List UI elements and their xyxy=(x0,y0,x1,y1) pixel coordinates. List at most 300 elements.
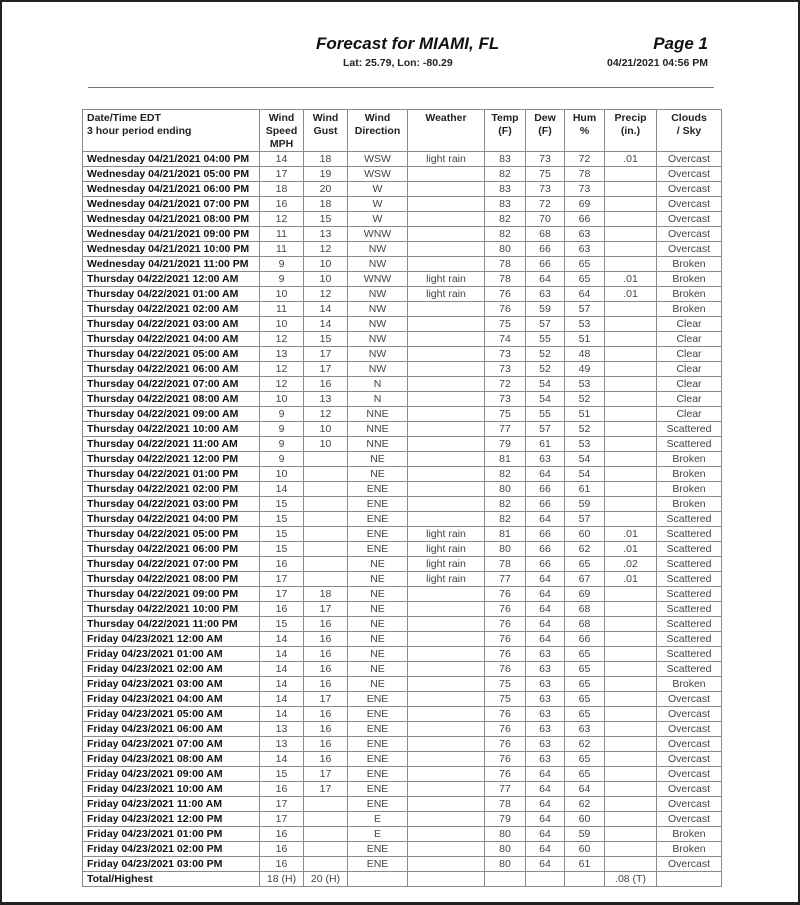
cell-clouds: Scattered xyxy=(657,647,722,662)
cell-datetime: Friday 04/23/2021 03:00 PM xyxy=(83,857,260,872)
generated-timestamp: 04/21/2021 04:56 PM xyxy=(607,57,708,69)
cell-wind-speed: 17 xyxy=(260,167,304,182)
cell-wind-speed: 14 xyxy=(260,662,304,677)
table-row xyxy=(83,812,722,827)
cell-temp: 79 xyxy=(485,437,526,452)
header-line: (F) xyxy=(538,125,552,137)
cell-precip xyxy=(605,857,657,872)
column-header-datetime xyxy=(83,110,260,152)
table-row xyxy=(83,722,722,737)
cell-clouds: Scattered xyxy=(657,557,722,572)
cell-wind-direction: ENE xyxy=(348,692,408,707)
cell-clouds: Broken xyxy=(657,677,722,692)
cell-humidity: 53 xyxy=(565,437,605,452)
cell-wind-speed: 17 xyxy=(260,797,304,812)
cell-wind-direction: ENE xyxy=(348,512,408,527)
cell-weather xyxy=(408,632,485,647)
cell-wind-speed: 17 xyxy=(260,572,304,587)
cell-wind-speed: 9 xyxy=(260,257,304,272)
cell-humidity: 65 xyxy=(565,677,605,692)
cell-wind-speed: 16 xyxy=(260,827,304,842)
table-row xyxy=(83,227,722,242)
header-line: Temp xyxy=(491,112,519,124)
cell-precip xyxy=(605,722,657,737)
cell-precip xyxy=(605,227,657,242)
cell-precip xyxy=(605,317,657,332)
cell-weather xyxy=(408,677,485,692)
cell-temp: 77 xyxy=(485,422,526,437)
cell-dew: 73 xyxy=(526,182,565,197)
cell-wind-speed: 11 xyxy=(260,242,304,257)
cell-datetime: Friday 04/23/2021 01:00 PM xyxy=(83,827,260,842)
cell-weather xyxy=(408,467,485,482)
cell-humidity: 57 xyxy=(565,302,605,317)
cell-clouds: Overcast xyxy=(657,797,722,812)
cell-dew: 64 xyxy=(526,602,565,617)
cell-datetime: Wednesday 04/21/2021 11:00 PM xyxy=(83,257,260,272)
cell-dew: 66 xyxy=(526,542,565,557)
cell-temp: 82 xyxy=(485,167,526,182)
cell-wind-direction: NE xyxy=(348,647,408,662)
cell-precip xyxy=(605,407,657,422)
cell-humidity: 69 xyxy=(565,587,605,602)
cell-dew: 64 xyxy=(526,842,565,857)
cell-dew: 54 xyxy=(526,377,565,392)
cell-datetime: Friday 04/23/2021 05:00 AM xyxy=(83,707,260,722)
cell-precip xyxy=(605,257,657,272)
cell-wind-gust: 17 xyxy=(304,347,348,362)
column-header-wind-direction xyxy=(348,110,408,152)
cell-dew: 64 xyxy=(526,572,565,587)
cell-wind-speed: 14 xyxy=(260,632,304,647)
cell-precip xyxy=(605,587,657,602)
cell-humidity: 51 xyxy=(565,407,605,422)
cell-humidity: 73 xyxy=(565,182,605,197)
table-row xyxy=(83,182,722,197)
cell-wind-gust: 16 xyxy=(304,647,348,662)
cell-datetime: Thursday 04/22/2021 07:00 PM xyxy=(83,557,260,572)
cell-weather xyxy=(408,302,485,317)
cell-humidity: 65 xyxy=(565,257,605,272)
cell-wind-gust: 16 xyxy=(304,662,348,677)
cell-datetime: Thursday 04/22/2021 01:00 AM xyxy=(83,287,260,302)
cell-wind-direction: NW xyxy=(348,362,408,377)
cell-humidity: 59 xyxy=(565,827,605,842)
cell-precip xyxy=(605,647,657,662)
cell-precip xyxy=(605,602,657,617)
cell-datetime: Friday 04/23/2021 10:00 AM xyxy=(83,782,260,797)
cell-wind-gust: 14 xyxy=(304,317,348,332)
cell-precip xyxy=(605,707,657,722)
cell-temp: 81 xyxy=(485,452,526,467)
cell-wind-gust: 20 (H) xyxy=(304,872,348,887)
cell-precip: .01 xyxy=(605,527,657,542)
cell-precip xyxy=(605,302,657,317)
cell-humidity: 53 xyxy=(565,377,605,392)
table-row xyxy=(83,692,722,707)
cell-wind-direction xyxy=(348,872,408,887)
cell-wind-direction: N xyxy=(348,377,408,392)
cell-dew: 75 xyxy=(526,167,565,182)
cell-humidity: 66 xyxy=(565,632,605,647)
cell-wind-speed: 16 xyxy=(260,782,304,797)
cell-clouds: Scattered xyxy=(657,572,722,587)
cell-precip xyxy=(605,437,657,452)
cell-clouds: Scattered xyxy=(657,512,722,527)
cell-dew: 64 xyxy=(526,512,565,527)
cell-temp: 76 xyxy=(485,767,526,782)
cell-dew: 64 xyxy=(526,467,565,482)
header-line: Date/Time EDT xyxy=(87,112,161,124)
cell-clouds: Clear xyxy=(657,377,722,392)
cell-temp: 76 xyxy=(485,707,526,722)
table-row xyxy=(83,407,722,422)
cell-humidity: 78 xyxy=(565,167,605,182)
cell-datetime: Wednesday 04/21/2021 09:00 PM xyxy=(83,227,260,242)
cell-wind-direction: ENE xyxy=(348,497,408,512)
cell-dew: 63 xyxy=(526,722,565,737)
cell-dew: 63 xyxy=(526,287,565,302)
cell-wind-direction: NE xyxy=(348,677,408,692)
forecast-table xyxy=(82,109,722,887)
header-line: Wind xyxy=(312,112,339,124)
table-row xyxy=(83,527,722,542)
cell-precip xyxy=(605,212,657,227)
cell-wind-gust xyxy=(304,827,348,842)
cell-wind-direction: NE xyxy=(348,617,408,632)
cell-humidity: 63 xyxy=(565,227,605,242)
table-header-row xyxy=(83,110,722,152)
cell-weather: light rain xyxy=(408,572,485,587)
cell-temp: 76 xyxy=(485,647,526,662)
cell-wind-direction: ENE xyxy=(348,797,408,812)
cell-wind-speed: 13 xyxy=(260,347,304,362)
cell-dew: 64 xyxy=(526,767,565,782)
cell-temp: 76 xyxy=(485,722,526,737)
cell-wind-gust: 15 xyxy=(304,212,348,227)
cell-clouds: Overcast xyxy=(657,182,722,197)
cell-weather xyxy=(408,422,485,437)
cell-dew: 68 xyxy=(526,227,565,242)
cell-temp: 76 xyxy=(485,602,526,617)
cell-clouds: Overcast xyxy=(657,752,722,767)
cell-humidity: 60 xyxy=(565,527,605,542)
cell-humidity: 52 xyxy=(565,392,605,407)
cell-wind-gust xyxy=(304,452,348,467)
cell-clouds: Scattered xyxy=(657,662,722,677)
table-row xyxy=(83,167,722,182)
cell-dew xyxy=(526,872,565,887)
cell-precip: .08 (T) xyxy=(605,872,657,887)
cell-wind-direction: NE xyxy=(348,662,408,677)
cell-dew: 66 xyxy=(526,242,565,257)
cell-precip xyxy=(605,452,657,467)
table-row xyxy=(83,782,722,797)
cell-wind-gust: 17 xyxy=(304,782,348,797)
column-header-wind-speed xyxy=(260,110,304,152)
table-row xyxy=(83,437,722,452)
cell-wind-gust: 16 xyxy=(304,707,348,722)
cell-wind-direction: NE xyxy=(348,587,408,602)
cell-wind-speed: 9 xyxy=(260,422,304,437)
cell-humidity: 62 xyxy=(565,797,605,812)
cell-dew: 61 xyxy=(526,437,565,452)
cell-humidity: 64 xyxy=(565,782,605,797)
cell-datetime: Friday 04/23/2021 06:00 AM xyxy=(83,722,260,737)
cell-wind-speed: 14 xyxy=(260,752,304,767)
cell-weather xyxy=(408,647,485,662)
cell-wind-gust xyxy=(304,557,348,572)
table-row xyxy=(83,842,722,857)
cell-humidity: 62 xyxy=(565,737,605,752)
cell-precip xyxy=(605,392,657,407)
cell-humidity: 57 xyxy=(565,512,605,527)
cell-wind-gust: 12 xyxy=(304,287,348,302)
cell-weather xyxy=(408,407,485,422)
header-line: % xyxy=(579,125,590,137)
cell-datetime: Thursday 04/22/2021 09:00 PM xyxy=(83,587,260,602)
cell-datetime: Thursday 04/22/2021 08:00 AM xyxy=(83,392,260,407)
cell-clouds: Scattered xyxy=(657,422,722,437)
cell-wind-speed: 15 xyxy=(260,542,304,557)
cell-wind-speed: 10 xyxy=(260,467,304,482)
cell-wind-gust: 13 xyxy=(304,392,348,407)
cell-temp: 76 xyxy=(485,752,526,767)
cell-weather xyxy=(408,167,485,182)
cell-datetime: Wednesday 04/21/2021 04:00 PM xyxy=(83,152,260,167)
header-line: Wind xyxy=(268,112,295,124)
cell-wind-gust: 16 xyxy=(304,737,348,752)
cell-weather xyxy=(408,212,485,227)
cell-humidity: 64 xyxy=(565,287,605,302)
cell-dew: 63 xyxy=(526,692,565,707)
cell-wind-direction: ENE xyxy=(348,857,408,872)
cell-dew: 63 xyxy=(526,737,565,752)
cell-datetime: Friday 04/23/2021 01:00 AM xyxy=(83,647,260,662)
cell-humidity: 72 xyxy=(565,152,605,167)
cell-precip xyxy=(605,197,657,212)
cell-precip: .01 xyxy=(605,542,657,557)
cell-clouds: Scattered xyxy=(657,587,722,602)
cell-temp: 75 xyxy=(485,407,526,422)
cell-datetime: Thursday 04/22/2021 01:00 PM xyxy=(83,467,260,482)
cell-weather xyxy=(408,347,485,362)
cell-wind-direction: E xyxy=(348,827,408,842)
cell-datetime: Friday 04/23/2021 08:00 AM xyxy=(83,752,260,767)
cell-humidity: 48 xyxy=(565,347,605,362)
table-row xyxy=(83,287,722,302)
cell-datetime: Friday 04/23/2021 03:00 AM xyxy=(83,677,260,692)
table-row xyxy=(83,392,722,407)
cell-wind-gust: 19 xyxy=(304,167,348,182)
cell-wind-direction: W xyxy=(348,182,408,197)
cell-wind-speed: 18 xyxy=(260,182,304,197)
cell-wind-speed: 9 xyxy=(260,272,304,287)
cell-clouds: Broken xyxy=(657,842,722,857)
cell-clouds: Overcast xyxy=(657,197,722,212)
cell-datetime: Wednesday 04/21/2021 06:00 PM xyxy=(83,182,260,197)
column-header-clouds xyxy=(657,110,722,152)
table-row xyxy=(83,467,722,482)
table-row xyxy=(83,557,722,572)
cell-temp: 76 xyxy=(485,617,526,632)
cell-humidity: 52 xyxy=(565,422,605,437)
cell-wind-direction: NNE xyxy=(348,437,408,452)
cell-wind-gust: 15 xyxy=(304,332,348,347)
cell-temp: 78 xyxy=(485,557,526,572)
cell-wind-direction: NW xyxy=(348,317,408,332)
cell-dew: 64 xyxy=(526,617,565,632)
cell-wind-speed: 17 xyxy=(260,812,304,827)
cell-dew: 57 xyxy=(526,422,565,437)
cell-weather xyxy=(408,827,485,842)
cell-humidity: 67 xyxy=(565,572,605,587)
cell-temp: 77 xyxy=(485,782,526,797)
cell-weather xyxy=(408,182,485,197)
cell-wind-gust: 16 xyxy=(304,632,348,647)
header-line: Dew xyxy=(534,112,556,124)
cell-wind-gust: 14 xyxy=(304,302,348,317)
cell-wind-gust: 16 xyxy=(304,722,348,737)
page-number: Page 1 xyxy=(653,34,708,53)
cell-weather xyxy=(408,842,485,857)
total-row xyxy=(83,872,722,887)
cell-precip xyxy=(605,167,657,182)
cell-datetime: Thursday 04/22/2021 12:00 PM xyxy=(83,452,260,467)
cell-wind-direction: WSW xyxy=(348,152,408,167)
cell-wind-gust xyxy=(304,497,348,512)
cell-datetime: Thursday 04/22/2021 08:00 PM xyxy=(83,572,260,587)
cell-weather xyxy=(408,752,485,767)
cell-wind-gust xyxy=(304,812,348,827)
cell-weather: light rain xyxy=(408,542,485,557)
cell-humidity xyxy=(565,872,605,887)
cell-precip xyxy=(605,767,657,782)
cell-wind-direction: ENE xyxy=(348,767,408,782)
cell-clouds: Scattered xyxy=(657,542,722,557)
cell-datetime: Wednesday 04/21/2021 10:00 PM xyxy=(83,242,260,257)
cell-humidity: 62 xyxy=(565,542,605,557)
cell-humidity: 69 xyxy=(565,197,605,212)
table-row xyxy=(83,197,722,212)
cell-dew: 63 xyxy=(526,707,565,722)
cell-dew: 64 xyxy=(526,812,565,827)
cell-temp: 82 xyxy=(485,467,526,482)
cell-dew: 64 xyxy=(526,272,565,287)
cell-wind-speed: 15 xyxy=(260,527,304,542)
cell-datetime: Wednesday 04/21/2021 05:00 PM xyxy=(83,167,260,182)
cell-humidity: 65 xyxy=(565,692,605,707)
cell-datetime: Wednesday 04/21/2021 08:00 PM xyxy=(83,212,260,227)
cell-clouds: Broken xyxy=(657,452,722,467)
cell-clouds: Scattered xyxy=(657,437,722,452)
cell-humidity: 54 xyxy=(565,452,605,467)
cell-precip: .01 xyxy=(605,572,657,587)
cell-datetime: Thursday 04/22/2021 04:00 PM xyxy=(83,512,260,527)
table-row xyxy=(83,257,722,272)
cell-weather xyxy=(408,662,485,677)
cell-wind-speed: 10 xyxy=(260,317,304,332)
cell-weather: light rain xyxy=(408,287,485,302)
cell-dew: 66 xyxy=(526,497,565,512)
cell-dew: 52 xyxy=(526,362,565,377)
cell-weather xyxy=(408,782,485,797)
table-row xyxy=(83,377,722,392)
cell-temp: 76 xyxy=(485,587,526,602)
cell-datetime: Thursday 04/22/2021 03:00 PM xyxy=(83,497,260,512)
header-line: 3 hour period ending xyxy=(87,125,192,137)
cell-clouds: Scattered xyxy=(657,632,722,647)
cell-humidity: 63 xyxy=(565,722,605,737)
table-row xyxy=(83,452,722,467)
cell-clouds: Clear xyxy=(657,362,722,377)
cell-weather xyxy=(408,362,485,377)
cell-temp xyxy=(485,872,526,887)
cell-clouds: Overcast xyxy=(657,767,722,782)
cell-wind-direction: W xyxy=(348,212,408,227)
cell-clouds: Clear xyxy=(657,347,722,362)
cell-datetime: Thursday 04/22/2021 06:00 AM xyxy=(83,362,260,377)
cell-clouds: Clear xyxy=(657,407,722,422)
cell-datetime: Thursday 04/22/2021 10:00 PM xyxy=(83,602,260,617)
cell-wind-direction: WSW xyxy=(348,167,408,182)
cell-wind-direction: ENE xyxy=(348,722,408,737)
cell-wind-gust: 10 xyxy=(304,422,348,437)
cell-precip xyxy=(605,752,657,767)
header-line: Precip xyxy=(614,112,647,124)
cell-temp: 78 xyxy=(485,797,526,812)
header-line: Clouds xyxy=(671,112,707,124)
cell-humidity: 63 xyxy=(565,242,605,257)
cell-wind-direction: ENE xyxy=(348,707,408,722)
cell-temp: 78 xyxy=(485,257,526,272)
cell-temp: 75 xyxy=(485,677,526,692)
cell-clouds: Overcast xyxy=(657,242,722,257)
cell-clouds: Overcast xyxy=(657,782,722,797)
cell-precip xyxy=(605,632,657,647)
cell-clouds: Broken xyxy=(657,302,722,317)
cell-weather xyxy=(408,332,485,347)
cell-dew: 64 xyxy=(526,782,565,797)
cell-datetime: Thursday 04/22/2021 02:00 PM xyxy=(83,482,260,497)
cell-wind-direction: NW xyxy=(348,242,408,257)
cell-datetime: Thursday 04/22/2021 11:00 PM xyxy=(83,617,260,632)
table-row xyxy=(83,752,722,767)
cell-datetime: Friday 04/23/2021 12:00 AM xyxy=(83,632,260,647)
cell-wind-direction: NE xyxy=(348,572,408,587)
cell-wind-direction: N xyxy=(348,392,408,407)
table-row xyxy=(83,347,722,362)
cell-datetime: Wednesday 04/21/2021 07:00 PM xyxy=(83,197,260,212)
cell-precip xyxy=(605,482,657,497)
cell-clouds: Overcast xyxy=(657,812,722,827)
cell-wind-gust: 10 xyxy=(304,272,348,287)
table-row xyxy=(83,482,722,497)
cell-clouds: Scattered xyxy=(657,617,722,632)
cell-dew: 63 xyxy=(526,677,565,692)
cell-weather xyxy=(408,482,485,497)
cell-humidity: 68 xyxy=(565,602,605,617)
cell-wind-gust xyxy=(304,482,348,497)
cell-clouds: Overcast xyxy=(657,737,722,752)
cell-wind-gust: 17 xyxy=(304,362,348,377)
cell-humidity: 61 xyxy=(565,857,605,872)
cell-wind-speed: 10 xyxy=(260,287,304,302)
cell-wind-speed: 14 xyxy=(260,647,304,662)
cell-clouds: Clear xyxy=(657,332,722,347)
cell-clouds: Broken xyxy=(657,467,722,482)
cell-temp: 83 xyxy=(485,197,526,212)
